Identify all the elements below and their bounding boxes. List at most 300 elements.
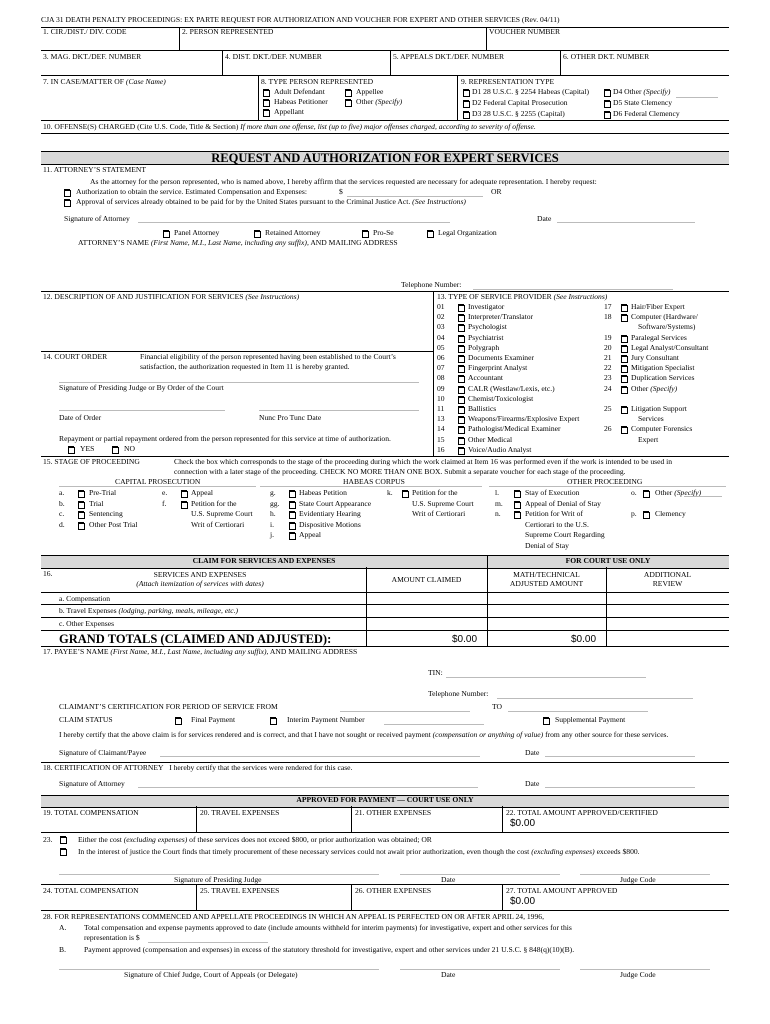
label-certification-attorney: 18. CERTIFICATION OF ATTORNEY I hereby certify that the services were rendered for this case. (43, 763, 353, 772)
checkbox-provider-calr-westlaw-lexis-etc[interactable] (458, 387, 465, 394)
provider-number: 10 (437, 393, 445, 403)
checkbox-provider-weapons-firearms-explosive-expert[interactable] (458, 417, 465, 424)
label-date: Date (441, 875, 456, 884)
travel-adjusted-input[interactable] (490, 606, 602, 615)
option-label: Petition for the (412, 488, 458, 497)
appeals-dkt-input[interactable] (394, 64, 556, 73)
provider-label: Jury Consultant (631, 353, 679, 362)
heading-other-proceeding: OTHER PROCEEDING (567, 477, 643, 486)
option-label: U.S. Supreme Court (191, 509, 253, 518)
option-label: Habeas Petition (299, 488, 347, 497)
fill-line (384, 724, 484, 725)
option-label: YES (80, 444, 95, 453)
label-date: Date (537, 214, 552, 223)
rule (41, 884, 729, 885)
checkbox-provider-other-medical[interactable] (458, 438, 465, 445)
option-label: Sentencing (89, 509, 123, 518)
checkbox-provider-computer-hardware[interactable] (621, 315, 628, 322)
option-letter: gg. (270, 498, 280, 508)
provider-label: Computer (Hardware/ (631, 312, 698, 322)
rule (41, 630, 729, 631)
checkbox-provider-jury-consultant[interactable] (621, 356, 628, 363)
option-label: Writ of Certiorari (412, 509, 466, 518)
checkbox-interest-of-justice[interactable] (60, 849, 67, 856)
option-letter: a. (59, 488, 65, 497)
option-label: Appeal of Denial of Stay (525, 498, 601, 508)
rule (351, 806, 352, 832)
provider-number: 13 (437, 414, 445, 424)
option-label: Clemency (655, 509, 686, 518)
label-court-order: 14. COURT ORDER (43, 352, 108, 361)
option-letter: c. (59, 509, 65, 518)
label-stage-proceeding: 15. STAGE OF PROCEEDING (43, 457, 140, 466)
provider-label: Interpreter/Translator (468, 312, 534, 322)
option-label: Supplemental Payment (555, 715, 626, 724)
checkbox-stage-j-appeal[interactable] (289, 533, 296, 540)
rule (433, 291, 434, 456)
option-label: D3 28 U.S.C. § 2255 (Capital) (472, 109, 565, 118)
provider-label: Psychologist (468, 322, 507, 332)
fill-line (676, 97, 718, 98)
checkbox-cost-not-exceed[interactable] (60, 837, 67, 844)
checkbox-d1[interactable] (463, 90, 470, 97)
checkbox-provider-computer-forensics[interactable] (621, 427, 628, 434)
checkbox-stage-b-trial[interactable] (78, 502, 85, 509)
checkbox-provider-fingerprint-analyst[interactable] (458, 366, 465, 373)
approved-bar-label: APPROVED FOR PAYMENT — COURT USE ONLY (296, 795, 474, 804)
rule (196, 806, 197, 832)
checkbox-other-person-type[interactable] (345, 100, 352, 107)
dollar-sign: $ (339, 187, 343, 196)
checkbox-appellee[interactable] (345, 90, 352, 97)
payee-name-input[interactable] (44, 660, 664, 669)
checkbox-stage-i-dispositive-motions[interactable] (289, 523, 296, 530)
date-line (400, 969, 560, 970)
provider-number: 08 (437, 373, 445, 383)
date-line (59, 410, 225, 411)
checkbox-stage-d-other-post-trial[interactable] (78, 523, 85, 530)
label-cir-dist: 1. CIR./DIST./ DIV. CODE (43, 27, 127, 36)
court-order-text: Financial eligibility of the person represented having been established to the Court’s (140, 352, 396, 361)
checkbox-stage-c-sentencing[interactable] (78, 512, 85, 519)
label-travel-expenses: 20. TRAVEL EXPENSES (200, 808, 280, 817)
rule (41, 592, 729, 593)
label-attorney-name: ATTORNEY’S NAME (First Name, M.I., Last Name, including any suffix), AND MAILING ADDRESS (78, 238, 398, 247)
compensation-adjusted-input[interactable] (490, 594, 602, 603)
label-total-approved: 27. TOTAL AMOUNT APPROVED (506, 886, 618, 895)
rule (487, 555, 488, 646)
option-label: Appeal (299, 530, 321, 539)
travel-claimed-input[interactable] (369, 606, 483, 615)
option-label: U.S. Supreme Court (412, 498, 474, 508)
checkbox-provider-voice-audio-analyst[interactable] (458, 448, 465, 455)
checkbox-stage-l-stay-of-execution[interactable] (514, 491, 521, 498)
option-label: Authorization to obtain the service. Estimated Compensation and Expenses: (76, 187, 307, 196)
total-approved: $0.00 (510, 896, 536, 907)
checkbox-stage-g-habeas-petition[interactable] (289, 491, 296, 498)
checkbox-provider-mitigation-specialist[interactable] (621, 366, 628, 373)
court-use-bar-label: FOR COURT USE ONLY (565, 556, 651, 565)
compensation-claimed-input[interactable] (369, 594, 483, 603)
option-letter: l. (495, 488, 500, 497)
option-label: Other (Specify) (356, 97, 403, 106)
checkbox-stage-e-appeal[interactable] (181, 491, 188, 498)
option-label: Retained Attorney (265, 228, 321, 237)
option-label: Legal Organization (438, 228, 497, 237)
checkbox-stage-m-appeal-of-denial-of-stay[interactable] (514, 502, 521, 509)
label-claimant-signature: Signature of Claimant/Payee (59, 748, 147, 757)
total-compensation-2-input[interactable] (45, 898, 191, 907)
checkbox-authorization[interactable] (64, 190, 71, 197)
option-label: Petition for the (191, 498, 237, 508)
label-case-matter: 7. IN CASE/MATTER OF (Case Name) (43, 77, 166, 86)
checkbox-stage-h-evidentiary-hearing[interactable] (289, 512, 296, 519)
checkbox-repay-yes[interactable] (68, 447, 75, 454)
provider-number: 22 (604, 363, 612, 373)
travel-expenses-2-input[interactable] (200, 898, 346, 907)
option-letter: o. (631, 488, 637, 497)
checkbox-appellant[interactable] (263, 110, 270, 117)
offenses-charged-input[interactable] (44, 137, 724, 146)
dist-dkt-input[interactable] (226, 64, 386, 73)
rule (41, 832, 729, 833)
label-description-services: 12. DESCRIPTION OF AND JUSTIFICATION FOR SERVICES (See Instructions) (43, 292, 300, 301)
checkbox-provider-litigation-support[interactable] (621, 407, 628, 414)
signature-line (138, 222, 450, 223)
label-service-provider: 13. TYPE OF SERVICE PROVIDER (See Instructions) (437, 292, 608, 301)
label-other-expenses: 26. OTHER EXPENSES (355, 886, 432, 895)
option-label: Either the cost (excluding expenses) of these services does not exceed $800, or prior authorization was obtained; OR (78, 835, 432, 844)
checkbox-panel-attorney[interactable] (163, 231, 170, 238)
date-line (400, 874, 560, 875)
rule (179, 27, 180, 50)
checkbox-d4[interactable] (604, 90, 611, 97)
rule (457, 75, 458, 120)
total-approved-certified: $0.00 (510, 818, 536, 829)
rule (41, 617, 729, 618)
checkbox-stage-gg-state-court-appearance[interactable] (289, 502, 296, 509)
checkbox-provider-pathologist-medical-examiner[interactable] (458, 427, 465, 434)
checkbox-provider-interpreter-translator[interactable] (458, 315, 465, 322)
provider-number: 04 (437, 332, 445, 342)
provider-number: 02 (437, 312, 445, 322)
fill-line (508, 711, 648, 712)
row-compensation: a. Compensation (59, 594, 111, 603)
travel-expenses-input[interactable] (200, 820, 346, 829)
provider-label: Other Medical (468, 434, 513, 444)
option-label: In the interest of justice the Court finds that timely procurement of these necessary services could not await prior authorization, even though the cost (excluding expenses) exceeds $800. (78, 847, 640, 856)
signature-line (160, 756, 480, 757)
checkbox-provider-hair-fiber-expert[interactable] (621, 305, 628, 312)
rule (41, 75, 729, 76)
option-label: D5 State Clemency (613, 98, 673, 107)
option-letter: h. (270, 509, 276, 518)
checkbox-provider-ballistics[interactable] (458, 407, 465, 414)
provider-label: Psychiatrist (468, 332, 504, 342)
option-label: Evidentiary Hearing (299, 509, 361, 518)
signature-line (138, 787, 478, 788)
heading-habeas-corpus: HABEAS CORPUS (343, 477, 405, 486)
rule (196, 884, 197, 910)
provider-label: Duplication Services (631, 373, 695, 383)
provider-number: 11 (437, 404, 445, 413)
checkbox-pro-se[interactable] (362, 231, 369, 238)
label-amount-claimed: AMOUNT CLAIMED (391, 575, 462, 584)
option-label: Dispositive Motions (299, 519, 361, 529)
checkbox-stage-k-petition[interactable] (402, 491, 409, 498)
fill-line (497, 698, 693, 699)
label-b: B. (59, 945, 66, 954)
label-other-dkt: 6. OTHER DKT. NUMBER (563, 52, 650, 61)
label-person-represented: 2. PERSON REPRESENTED (182, 27, 274, 36)
provider-label: Hair/Fiber Expert (631, 302, 685, 311)
rule (41, 27, 729, 28)
stage-text: Check the box which corresponds to the stage of the proceeding during which the work claimed at Item 16 was performed even if the work is intended to be used in (174, 457, 673, 466)
label-23: 23. (43, 835, 53, 844)
provider-label: Polygraph (468, 342, 500, 352)
checkbox-d2[interactable] (463, 101, 470, 108)
checkbox-provider-accountant[interactable] (458, 376, 465, 383)
label-date: Date (525, 748, 540, 757)
item-28a-text: Total compensation and expense payments approved to date (include amounts withheld for interim payments) for investigative, expert and other services for this (84, 923, 572, 932)
label-date-order: Date of Order (59, 413, 102, 422)
option-label: Trial (89, 498, 104, 508)
option-label: D1 28 U.S.C. § 2254 Habeas (Capital) (472, 87, 590, 96)
option-label: D6 Federal Clemency (613, 109, 680, 118)
other-claimed-input[interactable] (369, 619, 483, 628)
provider-number: 03 (437, 322, 445, 332)
case-name-input[interactable] (44, 92, 252, 101)
rule (41, 120, 729, 121)
provider-number: 15 (437, 434, 445, 444)
provider-label: Litigation Support (631, 404, 687, 413)
option-letter: i. (270, 519, 275, 529)
provider-number: 24 (604, 383, 612, 393)
option-letter: k. (387, 488, 393, 497)
provider-number: 05 (437, 342, 445, 352)
checkbox-provider-chemist-toxicologist[interactable] (458, 397, 465, 404)
rule (351, 884, 352, 910)
provider-number: 20 (604, 342, 612, 352)
checkbox-stage-o-other[interactable] (643, 491, 650, 498)
option-letter: p. (631, 509, 637, 518)
label-services-expenses: SERVICES AND EXPENSES (153, 570, 247, 579)
other-adjusted-input[interactable] (490, 619, 602, 628)
court-order-text: satisfaction, the authorization requested in Item 11 is hereby granted. (140, 362, 350, 371)
checkbox-provider-other[interactable] (621, 387, 628, 394)
checkbox-d5[interactable] (604, 101, 611, 108)
total-compensation-input[interactable] (45, 820, 191, 829)
checkbox-legal-organization[interactable] (427, 231, 434, 238)
rule (41, 50, 729, 51)
label-date: Date (525, 779, 540, 788)
fill-line (148, 942, 268, 943)
option-label: Panel Attorney (174, 228, 220, 237)
checkbox-provider-paralegal-services[interactable] (621, 336, 628, 343)
checkbox-interim-payment[interactable] (270, 718, 277, 725)
provider-label: Chemist/Toxicologist (468, 393, 534, 403)
checkbox-adult-defendant[interactable] (263, 90, 270, 97)
checkbox-provider-psychiatrist[interactable] (458, 336, 465, 343)
label-type-person: 8. TYPE PERSON REPRESENTED (261, 77, 374, 86)
section-title-request: REQUEST AND AUTHORIZATION FOR EXPERT SERVICES (211, 151, 559, 165)
provider-number: 17 (604, 302, 612, 311)
checkbox-retained-attorney[interactable] (254, 231, 261, 238)
label-dist-dkt: 4. DIST. DKT./DEF. NUMBER (225, 52, 322, 61)
rule (486, 27, 487, 50)
label-to: TO (492, 702, 502, 711)
other-dkt-input[interactable] (564, 64, 724, 73)
option-label: D4 Other (Specify) (613, 87, 671, 96)
checkbox-stage-p-clemency[interactable] (643, 512, 650, 519)
provider-number: 26 (604, 424, 612, 434)
label-mag-dkt: 3. MAG. DKT./DEF. NUMBER (43, 52, 142, 61)
label-other-expenses: 21. OTHER EXPENSES (355, 808, 432, 817)
voucher-number-input[interactable] (490, 39, 724, 48)
provider-number: 25 (604, 404, 612, 413)
option-label: Writ of Certiorari (191, 519, 245, 529)
provider-label: Services (638, 414, 664, 424)
option-label: Adult Defendant (274, 87, 325, 96)
attorney-name-input[interactable] (80, 252, 640, 261)
provider-number: 16 (437, 444, 445, 454)
other-expenses-input[interactable] (355, 820, 497, 829)
label-attorney-signature: Signature of Attorney (59, 779, 125, 788)
provider-number: 06 (437, 353, 445, 362)
checkbox-provider-duplication-services[interactable] (621, 376, 628, 383)
label-payee-phone: Telephone Number: (428, 689, 489, 698)
option-label: Other (Specify) (655, 488, 702, 497)
checkbox-provider-investigator[interactable] (458, 305, 465, 312)
option-label: Stay of Execution (525, 488, 580, 497)
checkbox-d3[interactable] (463, 112, 470, 119)
rule (258, 75, 259, 120)
checkbox-final-payment[interactable] (175, 718, 182, 725)
checkbox-provider-psychologist[interactable] (458, 325, 465, 332)
label-total-compensation: 19. TOTAL COMPENSATION (43, 808, 139, 817)
checkbox-provider-legal-analyst-consultant[interactable] (621, 346, 628, 353)
claim-bar-label: CLAIM FOR SERVICES AND EXPENSES (192, 556, 336, 565)
provider-label: Accountant (468, 373, 504, 383)
checkbox-provider-polygraph[interactable] (458, 346, 465, 353)
checkbox-stage-a-pre-trial[interactable] (78, 491, 85, 498)
row-other-expenses: c. Other Expenses (59, 619, 115, 628)
label-offenses-charged: 10. OFFENSE(S) CHARGED (Cite U.S. Code, Title & Section) If more than one offense, list (up to five) major offenses charged, according to severity of offense. (43, 122, 536, 131)
label-itemization: (Attach itemization of services with dates) (136, 579, 264, 588)
option-label: Pre-Trial (89, 488, 117, 497)
provider-number: 23 (604, 373, 612, 383)
rule (560, 50, 561, 75)
rule (390, 50, 391, 75)
certify-text: I hereby certify that the above claim is for services rendered and is correct, and that I have not sought or received payment (compensation or anything of value) from any other source for these services. (59, 730, 669, 739)
provider-label: CALR (Westlaw/Lexis, etc.) (468, 383, 555, 393)
provider-number: 01 (437, 302, 445, 311)
grand-total-adjusted: $0.00 (571, 634, 597, 645)
checkbox-repay-no[interactable] (112, 447, 119, 454)
provider-label: Weapons/Firearms/Explosive Expert (468, 414, 580, 424)
option-letter: n. (495, 509, 501, 518)
grand-total-claimed: $0.00 (452, 634, 478, 645)
label-payee-name: 17. PAYEE’S NAME (First Name, M.I., Last Name, including any suffix), AND MAILING ADDRESS (43, 647, 358, 656)
fill-line (340, 711, 470, 712)
date-line (545, 756, 695, 757)
repayment-text: Repayment or partial repayment ordered from the person represented for this service at time of authorization. (59, 434, 391, 443)
item-28a-text: representation is $ (84, 933, 140, 942)
option-label: Certiorari to the U.S. (525, 519, 589, 529)
label-travel-expenses: 25. TRAVEL EXPENSES (200, 886, 280, 895)
option-label: Petition for Writ of (525, 509, 583, 518)
label-additional: ADDITIONAL (643, 570, 692, 579)
option-label: Approval of services already obtained to be paid for by the United States pursuant to the Criminal Justice Act. (See Instructions) (76, 197, 466, 206)
label-signature-attorney: Signature of Attorney (64, 214, 130, 223)
grand-totals-label: GRAND TOTALS (CLAIMED AND ADJUSTED): (59, 632, 332, 646)
provider-label: Voice/Audio Analyst (468, 444, 532, 454)
cir-dist-input[interactable] (44, 39, 174, 48)
option-label: Habeas Petitioner (274, 97, 328, 106)
checkbox-provider-documents-examiner[interactable] (458, 356, 465, 363)
checkbox-d6[interactable] (604, 112, 611, 119)
label-review: REVIEW (652, 579, 683, 588)
checkbox-supplemental-payment[interactable] (543, 718, 550, 725)
checkbox-habeas-petitioner[interactable] (263, 100, 270, 107)
provider-label: Expert (638, 434, 659, 444)
option-label: Appeal (191, 488, 213, 497)
date-line (545, 787, 695, 788)
option-letter: g. (270, 488, 276, 497)
checkbox-stage-f-petition-for-the[interactable] (181, 502, 188, 509)
label-judge-signature: Signature of Presiding Judge or By Order of the Court (59, 383, 224, 392)
option-letter: e. (162, 488, 168, 497)
option-letter: d. (59, 519, 65, 529)
checkbox-approval-obtained[interactable] (64, 200, 71, 207)
label-total-compensation: 24. TOTAL COMPENSATION (43, 886, 139, 895)
checkbox-stage-n-petition-for-writ-of[interactable] (514, 512, 521, 519)
option-label: State Court Appearance (299, 498, 372, 508)
provider-label: Investigator (468, 302, 505, 311)
label-date: Date (441, 970, 456, 979)
rule (41, 604, 729, 605)
label-total-approved-certified: 22. TOTAL AMOUNT APPROVED/CERTIFIED (506, 808, 658, 817)
option-label: Other Post Trial (89, 519, 138, 529)
provider-label: Ballistics (468, 404, 497, 413)
provider-number: 21 (604, 353, 612, 362)
attorney-statement-text: As the attorney for the person represented, who is named above, I hereby affirm that the services requested are necessary for adequate representation. I hereby request: (90, 177, 597, 186)
stage-text: connection with a later stage of the proceeding. CHECK NO MORE THAN ONE BOX. Submit a separate voucher for each stage of the proceeding. (174, 467, 626, 476)
label-16: 16. (43, 569, 53, 578)
other-expenses-2-input[interactable] (355, 898, 497, 907)
date-line (259, 410, 419, 411)
fill-line (446, 677, 646, 678)
provider-number: 09 (437, 383, 445, 393)
person-represented-input[interactable] (184, 39, 480, 48)
label-adjusted-amount: ADJUSTED AMOUNT (509, 579, 584, 588)
row-travel-expenses: b. Travel Expenses (lodging, parking, meals, mileage, etc.) (59, 606, 239, 615)
item-28b-text: Payment approved (compensation and expenses) in excess of the statutory threshold for investigative, expert and other services under 21 U.S.C. § 848(q)(10)(B). (84, 945, 575, 954)
description-services-input[interactable] (44, 305, 426, 347)
provider-label: Fingerprint Analyst (468, 363, 528, 373)
provider-number: 19 (604, 332, 612, 342)
label-judge-code: Judge Code (620, 875, 656, 884)
option-letter: m. (495, 498, 503, 508)
fill-line (260, 486, 482, 487)
mag-dkt-input[interactable] (44, 64, 216, 73)
fill-line (489, 486, 726, 487)
provider-label: Pathologist/Medical Examiner (468, 424, 561, 434)
rule (502, 884, 503, 910)
fill-line (59, 486, 256, 487)
label-item-28: 28. FOR REPRESENTATIONS COMMENCED AND APPELLATE PROCEEDINGS IN WHICH AN APPEAL IS PERFECTED ON OR AFTER APRIL 24, 1996, (43, 912, 544, 921)
option-letter: j. (270, 530, 275, 539)
